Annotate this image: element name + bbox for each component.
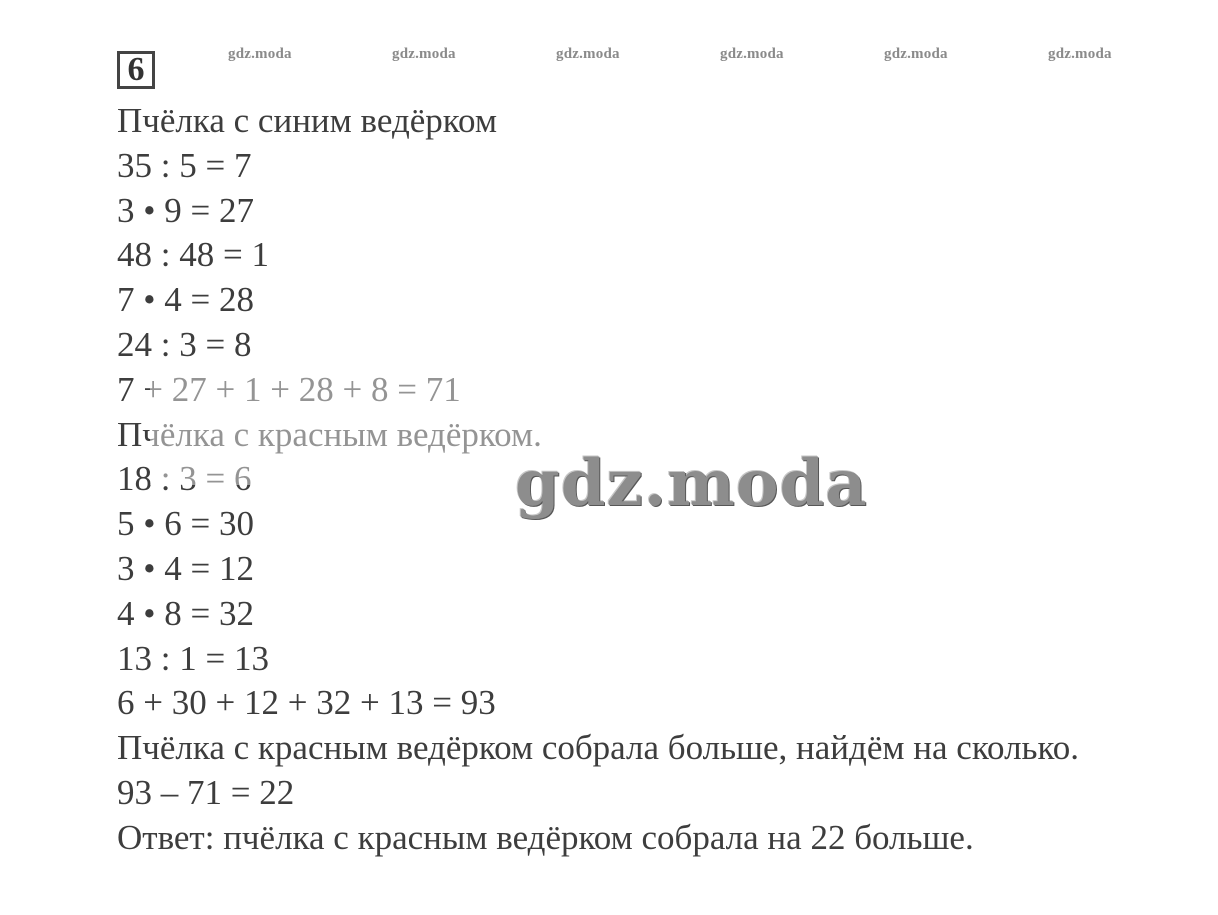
comparison-text: Пчёлка с красным ведёрком собрала больше, найдём на сколько. [117,728,1079,768]
equation-line: 5 • 6 = 30 [117,504,254,544]
equation-line: 24 : 3 = 8 [117,324,252,364]
difference-line: 93 – 71 = 22 [117,772,295,812]
solution-heading-blue: Пчёлка с синим ведёрком [117,101,497,140]
equation-line: 48 : 48 = 1 [117,235,269,275]
watermark-small: gdz.moda [1048,46,1112,62]
sum-line: 6 + 30 + 12 + 32 + 13 = 93 [117,683,496,723]
solution-heading-red: Пчёлка с красным ведёрком. [117,414,542,454]
equation-line: 3 • 4 = 12 [117,548,254,588]
watermark-small: gdz.moda [392,46,456,62]
equation-line: 7 • 4 = 28 [117,280,254,320]
watermark-small: gdz.moda [720,46,784,62]
sum-line: 7 + 27 + 1 + 28 + 8 = 71 [117,369,461,409]
answer-line: Ответ: пчёлка с красным ведёрком собрала на 22 больше. [117,817,974,857]
equation-line: 35 : 5 = 7 [117,145,252,185]
watermark-row [228,46,1128,66]
watermark-large: gdz.moda [515,446,868,521]
equation-line: 18 : 3 = 6 [117,459,252,499]
watermark-small: gdz.moda [884,46,948,62]
equation-line: 13 : 1 = 13 [117,638,269,678]
equation-line: 3 • 9 = 27 [117,190,254,230]
watermark-small: gdz.moda [228,46,292,62]
equation-line: 4 • 8 = 32 [117,593,254,633]
task-number-badge: 6 [117,51,155,89]
watermark-small: gdz.moda [556,46,620,62]
